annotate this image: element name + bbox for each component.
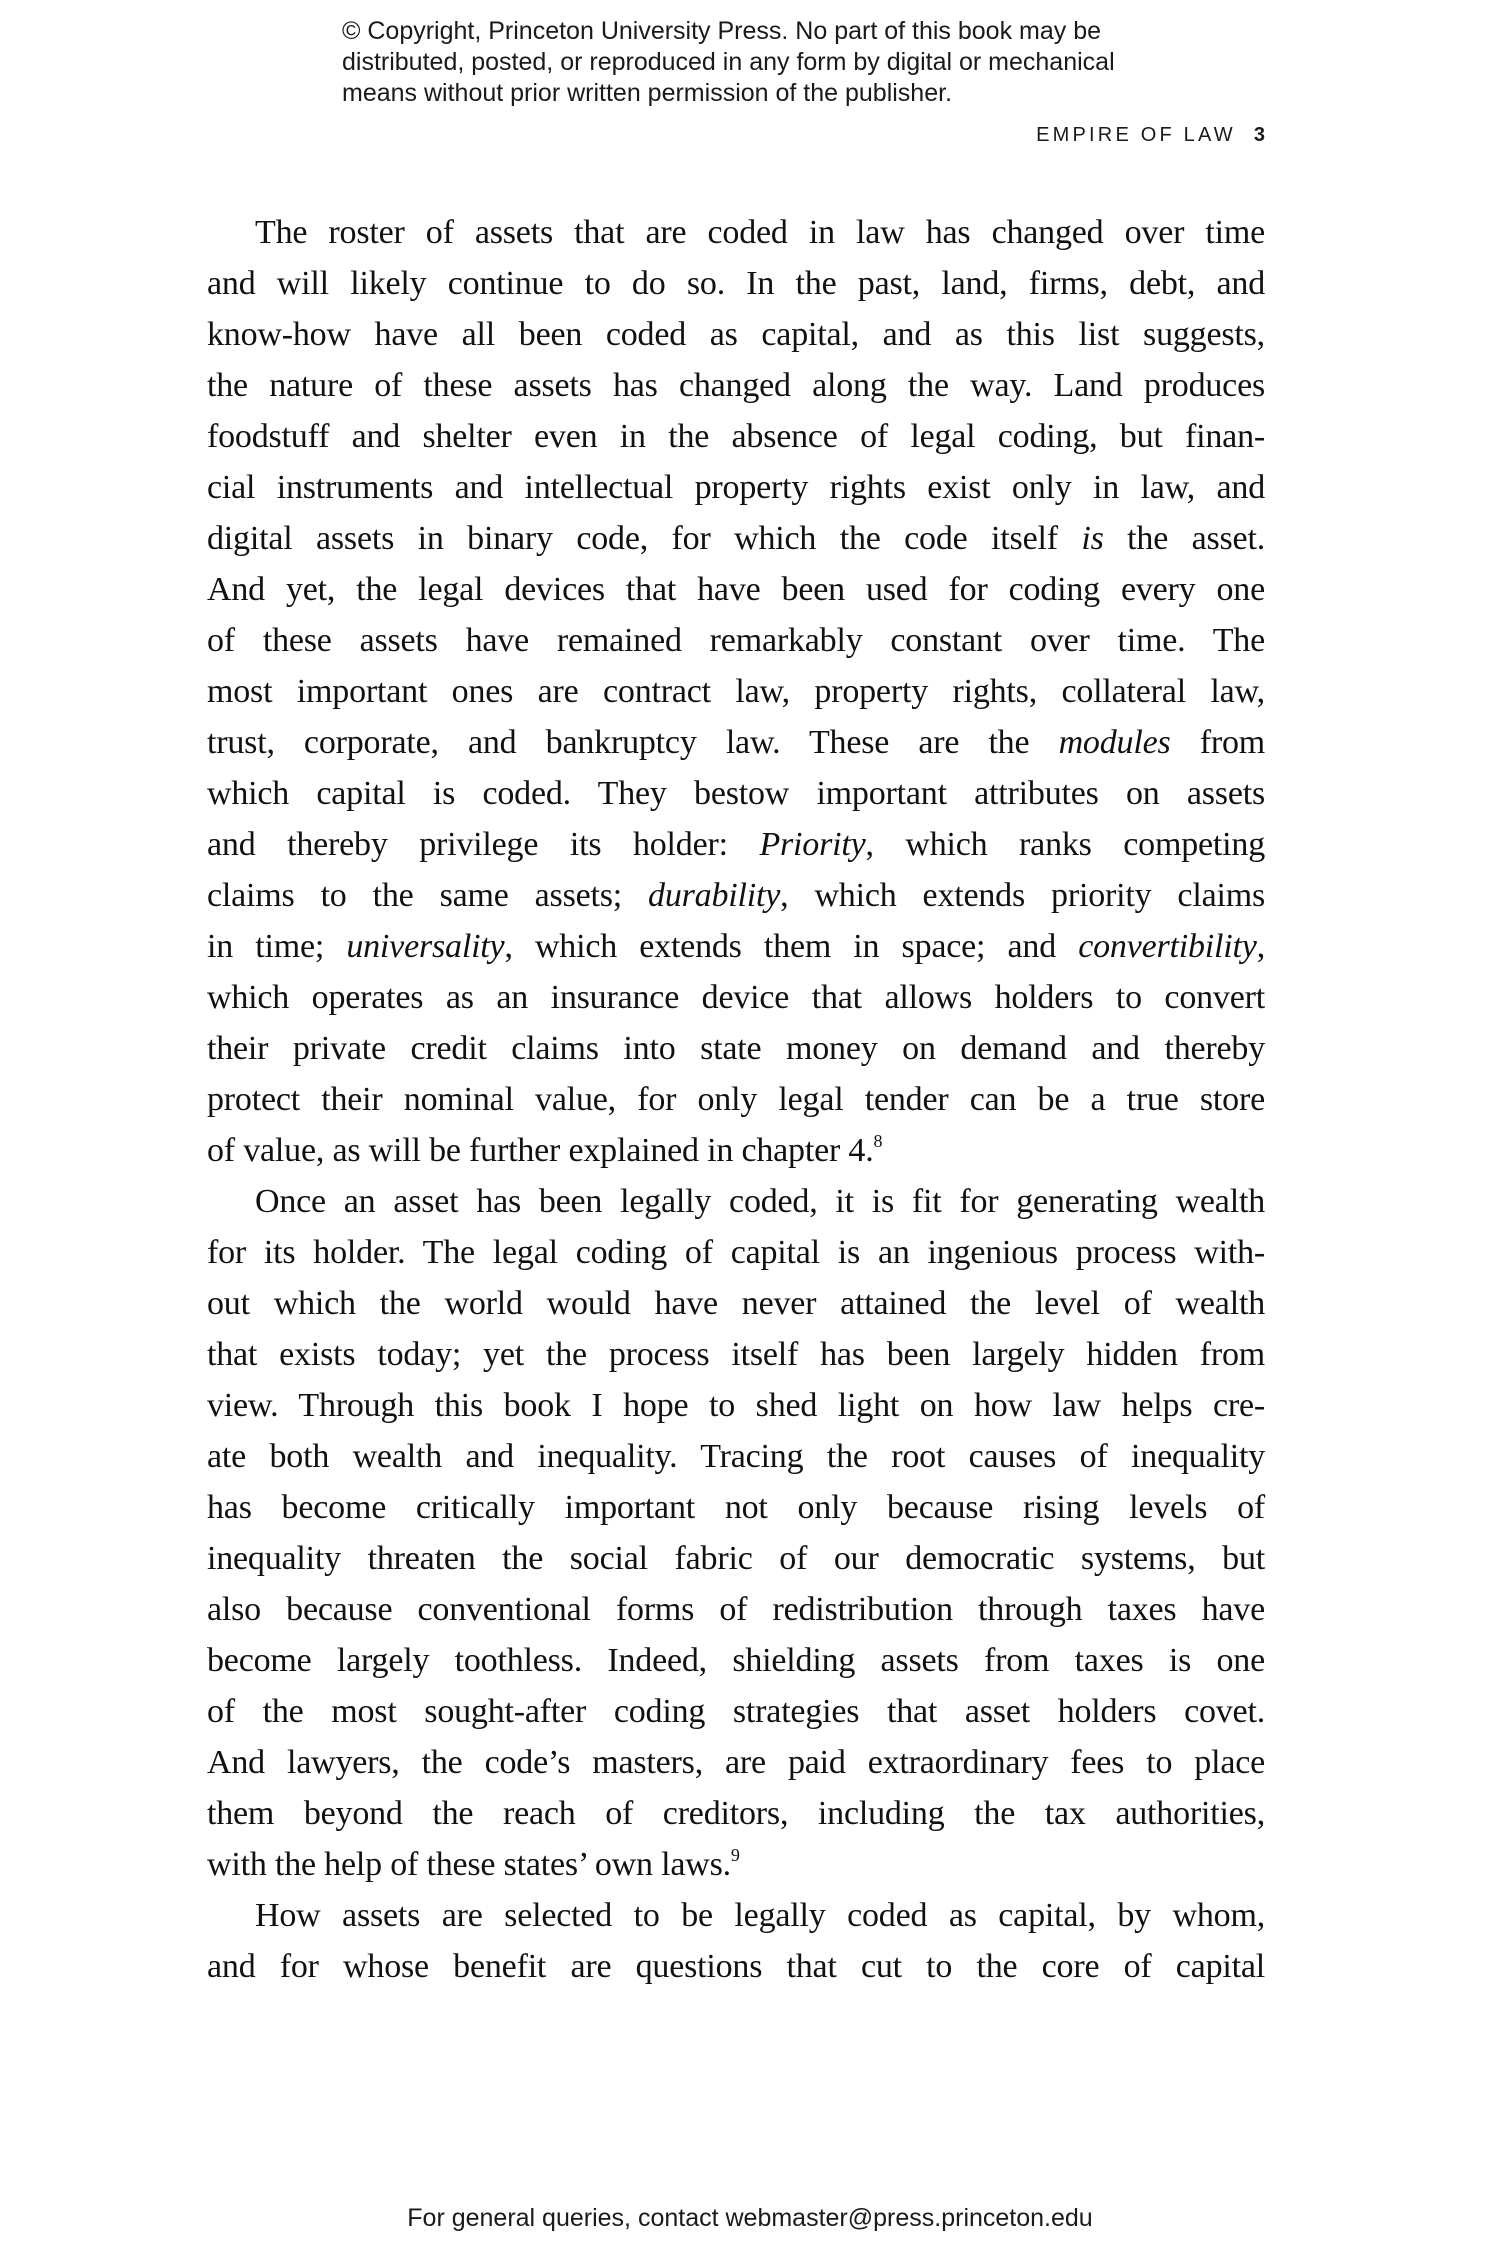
text-segment: in time; [207,928,347,965]
text-segment: and for whose benefit are questions that cut to the core of capital [207,1948,1265,1985]
text-line [207,360,1265,411]
text-line [207,411,1265,462]
text-line [207,1380,1265,1431]
text-line [207,1482,1265,1533]
text-segment: and will likely continue to do so. In the past, land, firms, debt, and [207,265,1265,302]
text-line [207,1278,1265,1329]
text-segment: become largely toothless. Indeed, shielding assets from taxes is one [207,1642,1265,1679]
text-segment: for its holder. The legal coding of capital is an ingenious process with- [207,1234,1265,1271]
emphasis: modules [1058,724,1171,761]
text-segment: digital assets in binary code, for which the code itself [207,520,1082,557]
text-line [207,1788,1265,1839]
text-segment: of value, as will be further explained in chapter 4. [207,1132,874,1169]
text-segment: view. Through this book I hope to shed light on how law helps cre- [207,1387,1265,1424]
text-line [207,1431,1265,1482]
text-line [207,258,1265,309]
text-line [207,1839,1265,1890]
copyright-line: © Copyright, Princeton University Press. No part of this book may be [342,17,1102,45]
emphasis: durability [648,877,781,914]
text-line [207,717,1265,768]
text-line [207,564,1265,615]
text-segment: And lawyers, the code’s masters, are paid extraordinary fees to place [207,1744,1265,1781]
running-head [900,120,1265,150]
text-segment: and thereby privilege its holder: [207,826,760,863]
text-segment: ate both wealth and inequality. Tracing the root causes of inequality [207,1438,1265,1475]
text-line [207,1686,1265,1737]
text-segment: know-how have all been coded as capital, and as this list suggests, [207,316,1265,353]
text-line [207,666,1265,717]
text-segment: the nature of these assets has changed along the way. Land produces [207,367,1265,404]
text-line [207,972,1265,1023]
body-text [207,207,1265,1992]
text-segment: out which the world would have never attained the level of wealth [207,1285,1265,1322]
footer-contact: For general queries, contact webmaster@press.princeton.edu [407,2204,1093,2232]
text-segment: Once an asset has been legally coded, it is fit for generating wealth [255,1183,1265,1220]
emphasis: is [1081,520,1104,557]
text-segment: from [1170,724,1265,761]
text-segment: their private credit claims into state money on demand and thereby [207,1030,1265,1067]
text-segment: , which extends them in space; and [504,928,1079,965]
text-segment: also because conventional forms of redistribution through taxes have [207,1591,1265,1628]
emphasis: universality [346,928,505,965]
text-line [207,309,1265,360]
text-segment: trust, corporate, and bankruptcy law. These are the [207,724,1059,761]
paragraph [207,1890,1265,1992]
footnote-reference: 8 [873,1131,883,1151]
copyright-notice [342,16,1222,109]
text-line [207,1737,1265,1788]
paragraph [207,207,1265,1176]
text-line [207,207,1265,258]
paragraph [207,1176,1265,1890]
text-line [207,1890,1265,1941]
text-segment: them beyond the reach of creditors, including the tax authorities, [207,1795,1265,1832]
text-segment: has become critically important not only because rising levels of [207,1489,1265,1526]
running-head-title: EMPIRE OF LAW [1036,124,1236,146]
text-line [207,870,1265,921]
text-segment: , which ranks competing [865,826,1266,863]
text-line [207,1176,1265,1227]
text-segment: , [1256,928,1265,965]
text-segment: with the help of these states’ own laws. [207,1846,731,1883]
text-line [207,1584,1265,1635]
text-segment: which capital is coded. They bestow important attributes on assets [207,775,1265,812]
text-segment: claims to the same assets; [207,877,649,914]
emphasis: Priority [759,826,866,863]
text-line [207,921,1265,972]
footnote-reference: 9 [730,1845,740,1865]
text-segment: most important ones are contract law, property rights, collateral law, [207,673,1265,710]
text-segment: that exists today; yet the process itself has been largely hidden from [207,1336,1265,1373]
text-line [207,768,1265,819]
text-line [207,462,1265,513]
text-line [207,1941,1265,1992]
text-line [207,615,1265,666]
text-segment: , which extends priority claims [780,877,1265,914]
text-line [207,1227,1265,1278]
text-segment: And yet, the legal devices that have been used for coding every one [207,571,1265,608]
text-line [207,513,1265,564]
text-segment: protect their nominal value, for only legal tender can be a true store [207,1081,1265,1118]
text-line [207,1635,1265,1686]
text-segment: the asset. [1103,520,1265,557]
text-segment: How assets are selected to be legally coded as capital, by whom, [255,1897,1265,1934]
text-segment: of the most sought-after coding strategies that asset holders covet. [207,1693,1265,1730]
emphasis: convertibility [1078,928,1257,965]
text-line [207,1074,1265,1125]
text-segment: of these assets have remained remarkably constant over time. The [207,622,1265,659]
text-line [207,1329,1265,1380]
text-line [207,1533,1265,1584]
text-segment: inequality threaten the social fabric of our democratic systems, but [207,1540,1265,1577]
text-line [207,1125,1265,1176]
text-segment: which operates as an insurance device that allows holders to convert [207,979,1265,1016]
text-line [207,1023,1265,1074]
text-segment: foodstuff and shelter even in the absence of legal coding, but finan- [207,418,1265,455]
page-number: 3 [1253,124,1265,146]
text-line [207,819,1265,870]
text-segment: cial instruments and intellectual property rights exist only in law, and [207,469,1265,506]
text-segment: The roster of assets that are coded in law has changed over time [255,214,1265,251]
copyright-line: distributed, posted, or reproduced in any form by digital or mechanical [342,48,1115,76]
copyright-line: means without prior written permission of the publisher. [342,79,953,107]
